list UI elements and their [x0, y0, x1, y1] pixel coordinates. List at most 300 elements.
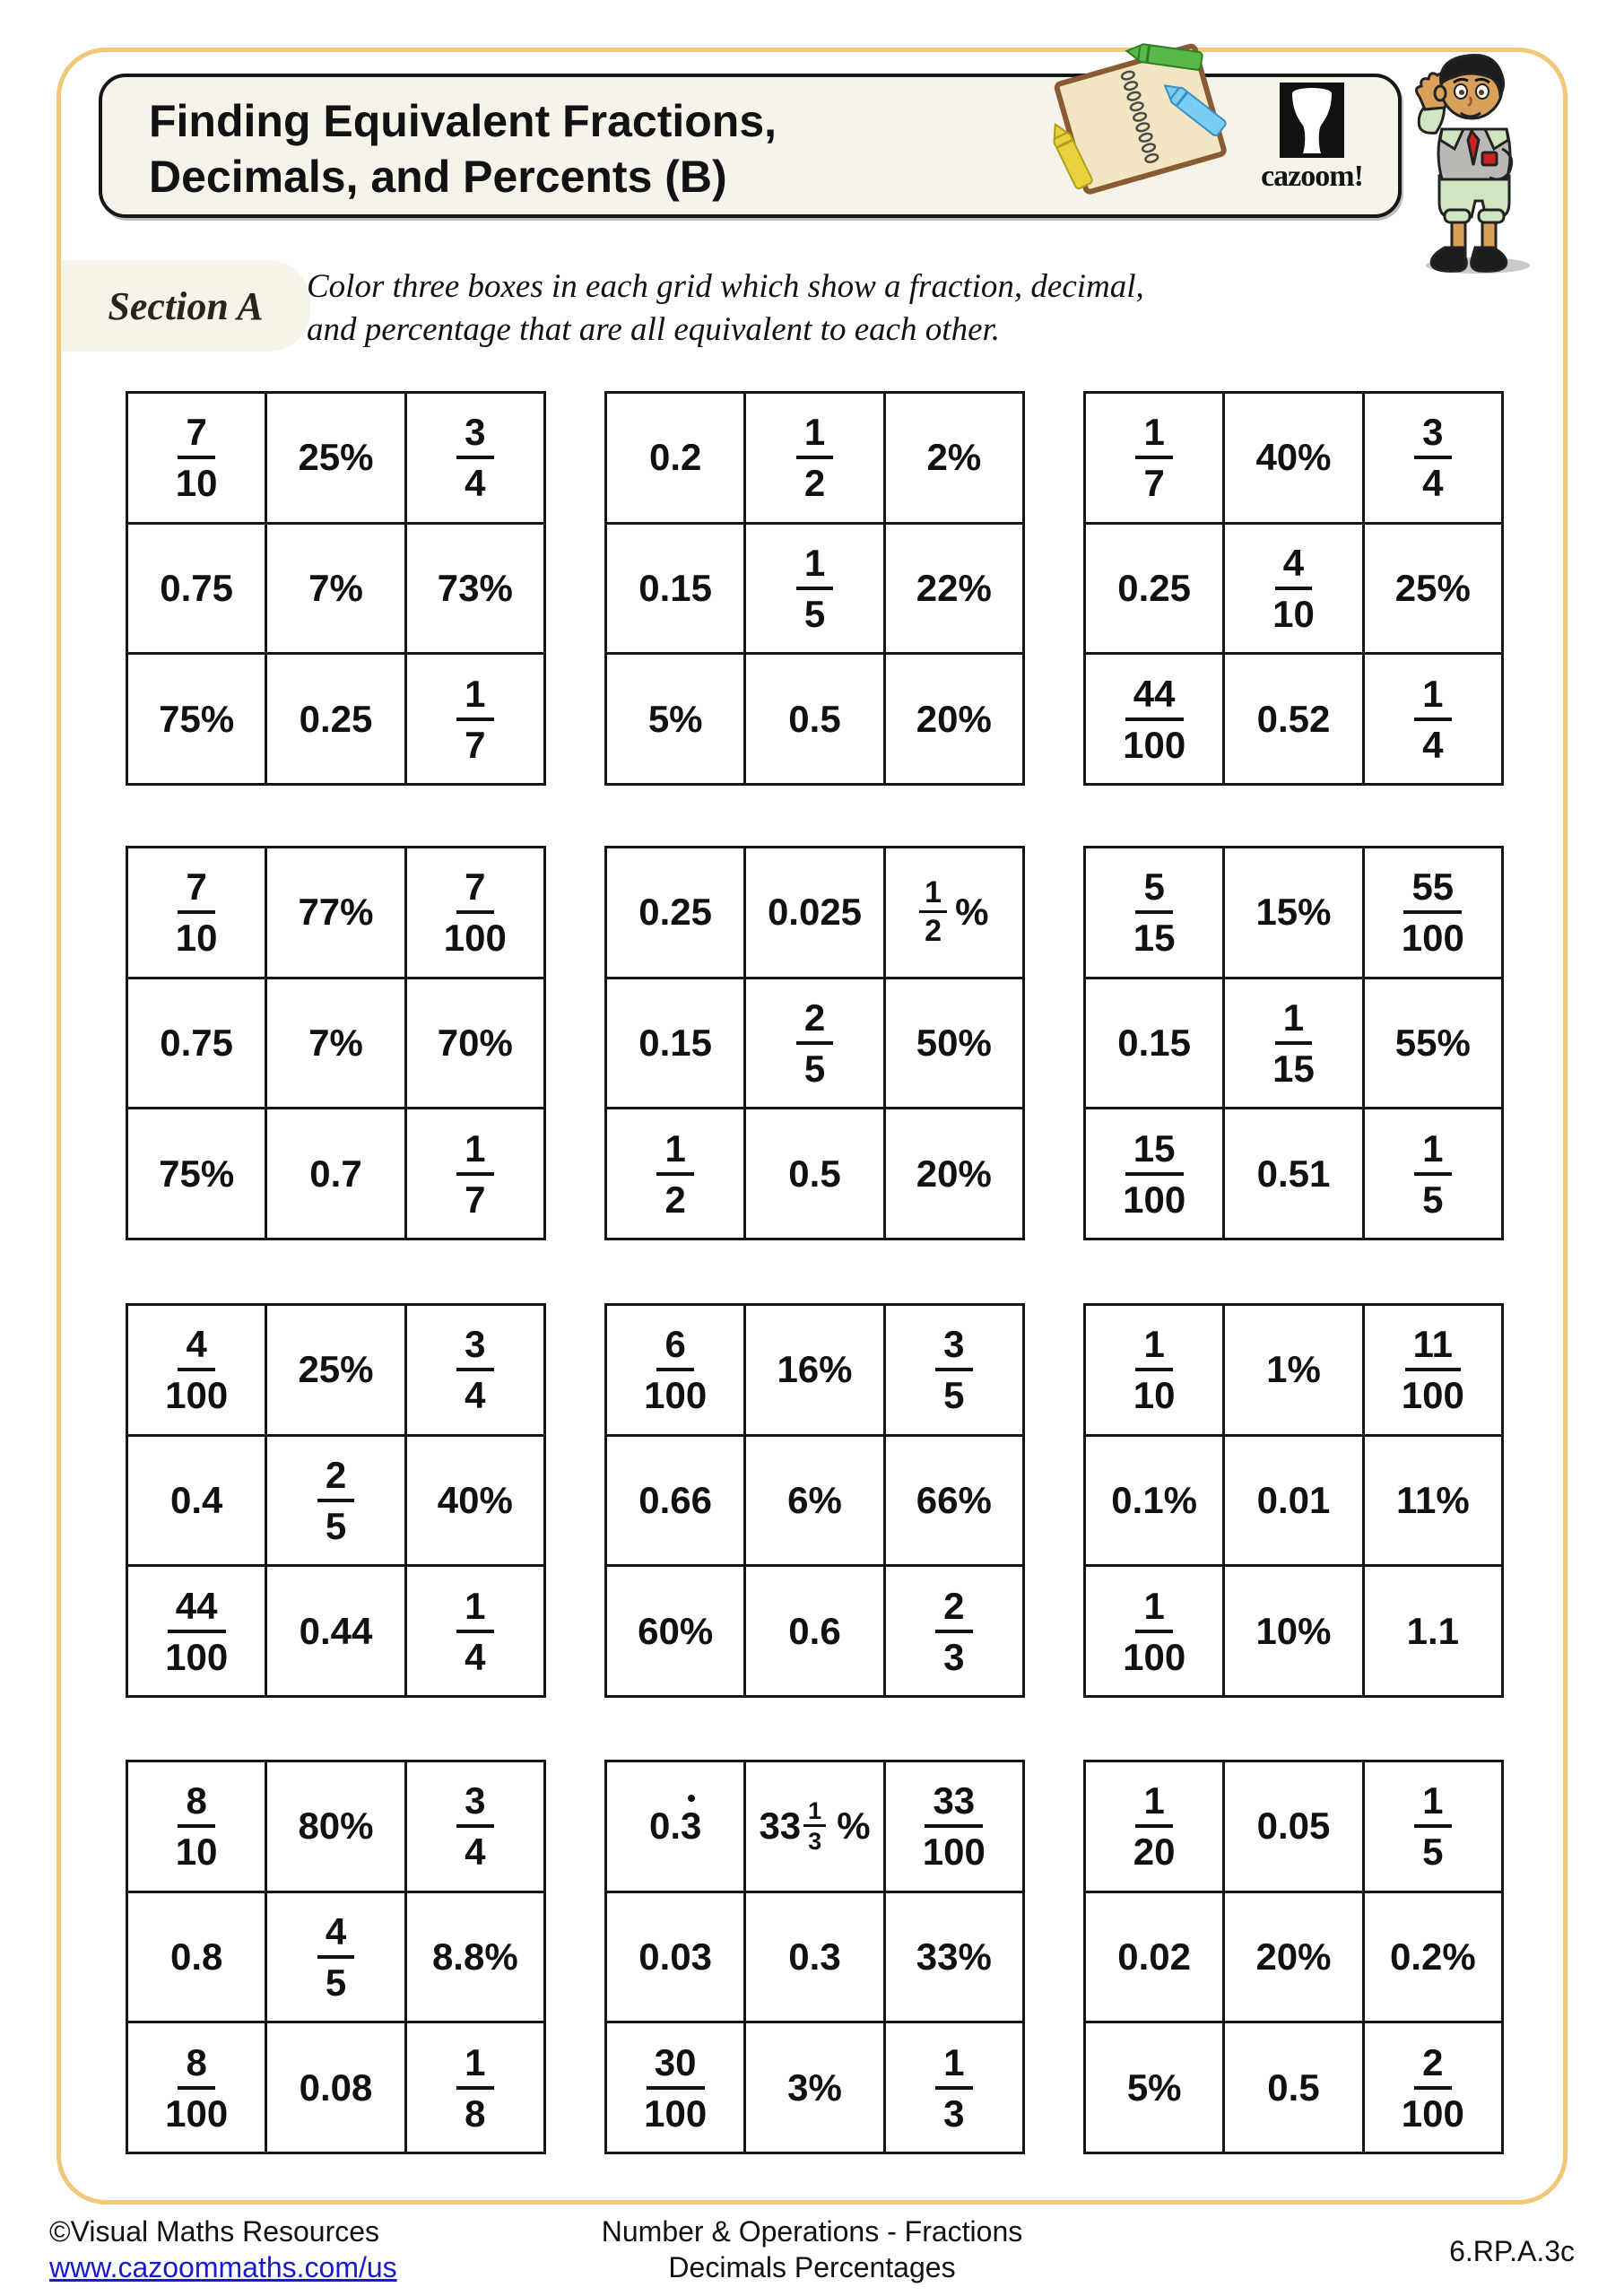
- fraction-numerator: 2: [935, 1585, 972, 1633]
- cell-value: 22%: [916, 566, 992, 609]
- equivalence-grid-11: [604, 1760, 1025, 2154]
- fraction-value: [1135, 411, 1172, 504]
- fraction-numerator: 7: [456, 865, 493, 914]
- equivalence-grid-2: [604, 391, 1025, 786]
- fraction-denominator: 100: [165, 1635, 229, 1678]
- cell-value: 0.2: [648, 436, 702, 479]
- fraction-numerator: 1: [1135, 1323, 1172, 1371]
- grid-12-cell-1[interactable]: [1086, 1762, 1222, 1891]
- cell-value: 8.8%: [431, 1935, 518, 1978]
- cell-value: 0.2%: [1389, 1935, 1476, 1978]
- grid-10-cell-2[interactable]: [267, 1762, 404, 1891]
- cell-value: 0.8: [169, 1935, 223, 1978]
- cell-value: 75%: [159, 697, 235, 740]
- fraction-numerator: 1: [803, 1799, 826, 1827]
- grid-8-cell-5[interactable]: [746, 1437, 882, 1565]
- grid-6-cell-5[interactable]: [1225, 979, 1361, 1108]
- fraction-value: [1414, 1779, 1451, 1873]
- fraction-numerator: 5: [1135, 865, 1172, 914]
- grid-11-cell-4[interactable]: [607, 1893, 743, 2022]
- fraction-denominator: 100: [644, 1374, 708, 1417]
- footer-topic-line2: Decimals Percentages: [668, 2251, 956, 2283]
- fraction-numerator: 1: [456, 1127, 493, 1176]
- fraction-value: [1402, 2041, 1464, 2135]
- grid-5-cell-9[interactable]: [886, 1109, 1022, 1238]
- fraction-value: [456, 1779, 493, 1873]
- mixed-whole: 33: [759, 1805, 802, 1848]
- grid-12-cell-4[interactable]: [1086, 1893, 1222, 2022]
- fraction-value: [644, 2041, 707, 2135]
- fraction-value: [935, 2041, 972, 2135]
- fraction-value: [317, 1454, 354, 1547]
- cell-value: 5%: [647, 697, 703, 740]
- fraction-value: [935, 1585, 972, 1678]
- grid-2-cell-3[interactable]: [886, 394, 1022, 522]
- cell-value: 0.44: [299, 1609, 373, 1652]
- grid-10-cell-6[interactable]: [407, 1893, 543, 2022]
- cell-value: 66%: [916, 1478, 992, 1521]
- fraction-numerator: 33: [925, 1779, 983, 1828]
- grid-6-cell-9[interactable]: [1365, 1109, 1501, 1238]
- fraction-denominator: 20: [1133, 1831, 1176, 1874]
- grid-7-cell-4[interactable]: [128, 1437, 265, 1565]
- grid-10-cell-9[interactable]: [407, 2023, 543, 2152]
- grid-4-cell-9[interactable]: [407, 1109, 543, 1238]
- fraction-value: [1272, 542, 1315, 635]
- fraction-value: [796, 996, 833, 1090]
- cazoommaths-link[interactable]: www.cazoommaths.com/us: [49, 2251, 397, 2283]
- cell-value: 80%: [298, 1805, 374, 1848]
- grid-3-cell-3[interactable]: [1365, 394, 1501, 522]
- grid-4-cell-1[interactable]: [128, 848, 265, 977]
- fraction-numerator: 44: [168, 1585, 226, 1633]
- grid-12-cell-8[interactable]: [1225, 2023, 1361, 2152]
- grid-9-cell-1[interactable]: [1086, 1306, 1222, 1434]
- fraction-value: [1133, 1779, 1176, 1873]
- grid-9-cell-3[interactable]: [1365, 1306, 1501, 1434]
- cell-value: 0.5: [788, 697, 841, 740]
- fraction-numerator: 1: [796, 542, 833, 590]
- fraction-numerator: 2: [796, 996, 833, 1045]
- grid-6-cell-8[interactable]: [1225, 1109, 1361, 1238]
- grid-2-cell-6[interactable]: [886, 525, 1022, 653]
- fraction-denominator: 5: [1422, 1831, 1444, 1874]
- fraction-denominator: 5: [325, 1504, 347, 1547]
- grid-5-cell-6[interactable]: [886, 979, 1022, 1108]
- grid-7-cell-5[interactable]: [267, 1437, 404, 1565]
- fraction-denominator: 10: [175, 1831, 218, 1874]
- grid-3-cell-7[interactable]: [1086, 655, 1222, 783]
- fraction-numerator: 44: [1125, 673, 1184, 721]
- grid-11-cell-9[interactable]: [886, 2023, 1022, 2152]
- grid-11-cell-6[interactable]: [886, 1893, 1022, 2022]
- grid-11-cell-7[interactable]: [607, 2023, 743, 2152]
- grid-12-cell-7[interactable]: [1086, 2023, 1222, 2152]
- cell-value: 0.52: [1256, 697, 1331, 740]
- fraction-value: [165, 1585, 228, 1678]
- grid-8-cell-8[interactable]: [746, 1567, 882, 1695]
- grid-2-cell-2[interactable]: [746, 394, 882, 522]
- fraction-numerator: 3: [935, 1323, 972, 1371]
- grid-8-cell-2[interactable]: [746, 1306, 882, 1434]
- cell-value: 70%: [437, 1021, 513, 1064]
- fraction-denominator: 100: [165, 1374, 229, 1417]
- fraction-numerator: 7: [178, 865, 214, 914]
- cell-value: 77%: [298, 891, 374, 934]
- fraction-value: [1414, 673, 1451, 766]
- grid-2-cell-9[interactable]: [886, 655, 1022, 783]
- grid-6-cell-6[interactable]: [1365, 979, 1501, 1108]
- grid-9-cell-5[interactable]: [1225, 1437, 1361, 1565]
- fraction-numerator: 30: [647, 2041, 705, 2090]
- grid-9-cell-9[interactable]: [1365, 1567, 1501, 1695]
- fraction-value: [1402, 865, 1464, 959]
- cell-value: 11%: [1395, 1478, 1470, 1521]
- cell-value: 0.02: [1117, 1935, 1192, 1978]
- grid-3-cell-5[interactable]: [1225, 525, 1361, 653]
- grid-5-cell-4[interactable]: [607, 979, 743, 1108]
- grid-7-cell-9[interactable]: [407, 1567, 543, 1695]
- fraction-numerator: 1: [456, 2041, 493, 2090]
- cell-value: 20%: [916, 697, 992, 740]
- equivalence-grid-1: [126, 391, 546, 786]
- page-title-line1: Finding Equivalent Fractions,: [149, 96, 777, 146]
- grid-11-cell-2[interactable]: [746, 1762, 882, 1891]
- fraction-denominator: 5: [1422, 1178, 1444, 1221]
- fraction-denominator: 7: [1143, 462, 1165, 505]
- grid-4-cell-5[interactable]: [267, 979, 404, 1108]
- fraction-denominator: 10: [1272, 592, 1315, 635]
- grid-2-cell-7[interactable]: [607, 655, 743, 783]
- cell-value: 15%: [1255, 891, 1332, 934]
- grid-5-cell-2[interactable]: [746, 848, 882, 977]
- fraction-denominator: 3: [943, 2092, 965, 2135]
- grid-2-cell-4[interactable]: [607, 525, 743, 653]
- fraction-value: [176, 1779, 218, 1873]
- equivalence-grid-4: [126, 846, 546, 1240]
- fraction-denominator: 4: [465, 1831, 486, 1874]
- grid-3-cell-2[interactable]: [1225, 394, 1361, 522]
- cell-value: 2%: [926, 436, 982, 479]
- fraction-numerator: 8: [178, 2041, 214, 2090]
- fraction-value: [444, 865, 507, 959]
- grid-6-cell-7[interactable]: [1086, 1109, 1222, 1238]
- fraction-value: [456, 411, 493, 504]
- cell-value: 0.15: [638, 1021, 713, 1064]
- cell-value: 25%: [298, 1348, 374, 1391]
- grid-6-cell-4[interactable]: [1086, 979, 1222, 1108]
- grid-4-cell-4[interactable]: [128, 979, 265, 1108]
- equivalence-grid-8: [604, 1303, 1025, 1698]
- fraction-denominator: 100: [443, 917, 507, 960]
- fraction-denominator: 10: [1133, 1374, 1176, 1417]
- fraction-denominator: 15: [1272, 1047, 1315, 1090]
- cell-value: 50%: [916, 1021, 992, 1064]
- grid-11-cell-8[interactable]: [746, 2023, 882, 2152]
- grid-10-cell-3[interactable]: [407, 1762, 543, 1891]
- grid-4-cell-7[interactable]: [128, 1109, 265, 1238]
- grid-1-cell-5[interactable]: [267, 525, 404, 653]
- equivalence-grid-3: [1083, 391, 1504, 786]
- fraction-denominator: 100: [644, 2092, 708, 2135]
- grid-4-cell-2[interactable]: [267, 848, 404, 977]
- equivalence-grid-9: [1083, 1303, 1504, 1698]
- fraction-value: [165, 1323, 228, 1416]
- fraction-numerator: 55: [1403, 865, 1462, 914]
- fraction-denominator: 8: [465, 2092, 486, 2135]
- grid-2-cell-1[interactable]: [607, 394, 743, 522]
- cell-value: 0.66: [638, 1478, 713, 1521]
- cell-value: 40%: [437, 1478, 513, 1521]
- grid-5-cell-7[interactable]: [607, 1109, 743, 1238]
- grid-9-cell-7[interactable]: [1086, 1567, 1222, 1695]
- fraction-value: [1414, 1127, 1451, 1221]
- cell-value: 16%: [777, 1348, 853, 1391]
- fraction-denominator: 4: [465, 1635, 486, 1678]
- fraction-value: [1133, 1323, 1176, 1416]
- cell-value: 73%: [437, 566, 513, 609]
- cell-value: 5%: [1126, 2066, 1182, 2109]
- equivalence-grid-6: [1083, 846, 1504, 1240]
- grid-5-cell-8[interactable]: [746, 1109, 882, 1238]
- fraction-numerator: 4: [1275, 542, 1312, 590]
- cell-value: 0.25: [1117, 566, 1192, 609]
- grid-12-cell-6[interactable]: [1365, 1893, 1501, 2022]
- fraction-numerator: 1: [1135, 411, 1172, 459]
- fraction-value: [796, 542, 833, 635]
- cell-value: 3%: [787, 2066, 842, 2109]
- fraction-value: [919, 874, 947, 949]
- fraction-numerator: 1: [1414, 1127, 1451, 1176]
- fraction-numerator: 1: [1414, 673, 1451, 721]
- fraction-denominator: 100: [1401, 917, 1464, 960]
- cell-value: 7%: [308, 566, 363, 609]
- fraction-value: [317, 1910, 354, 2004]
- percent-suffix: %: [837, 1805, 871, 1848]
- grid-1-cell-8[interactable]: [267, 655, 404, 783]
- cell-value: 20%: [916, 1152, 992, 1195]
- cell-value: 0.25: [638, 891, 713, 934]
- cell-value: 0.01: [1256, 1478, 1331, 1521]
- cell-value: 60%: [638, 1609, 714, 1652]
- grid-1-cell-6[interactable]: [407, 525, 543, 653]
- instruction-line1: Color three boxes in each grid which show a fraction, decimal,: [307, 268, 1144, 305]
- fraction-value: [796, 411, 833, 504]
- grid-8-cell-3[interactable]: [886, 1306, 1022, 1434]
- grid-11-cell-1[interactable]: [607, 1762, 743, 1891]
- cell-value: 0.3: [788, 1935, 841, 1978]
- fraction-denominator: 2: [664, 1178, 686, 1221]
- fraction-value: [803, 1796, 826, 1855]
- grid-3-cell-1[interactable]: [1086, 394, 1222, 522]
- fraction-denominator: 4: [465, 1374, 486, 1417]
- fraction-numerator: 1: [796, 411, 833, 459]
- grid-11-cell-5[interactable]: [746, 1893, 882, 2022]
- grid-1-cell-9[interactable]: [407, 655, 543, 783]
- grid-2-cell-5[interactable]: [746, 525, 882, 653]
- fraction-numerator: 2: [317, 1454, 354, 1502]
- cell-value: 1%: [1266, 1348, 1321, 1391]
- grid-8-cell-4[interactable]: [607, 1437, 743, 1565]
- fraction-denominator: 100: [922, 1831, 986, 1874]
- fraction-denominator: 5: [803, 592, 826, 635]
- fraction-numerator: 15: [1125, 1127, 1184, 1176]
- cell-value: 0.5: [1267, 2066, 1320, 2109]
- grid-1-cell-2[interactable]: [267, 394, 404, 522]
- fraction-denominator: 2: [925, 914, 942, 949]
- grid-9-cell-2[interactable]: [1225, 1306, 1361, 1434]
- cell-value: 20%: [1255, 1935, 1332, 1978]
- grid-7-cell-6[interactable]: [407, 1437, 543, 1565]
- fraction-denominator: 4: [465, 462, 486, 505]
- cell-value: 0.15: [1117, 1021, 1192, 1064]
- cell-value: 0.7: [309, 1152, 362, 1195]
- fraction-numerator: 2: [1414, 2041, 1451, 2090]
- grid-8-cell-9[interactable]: [886, 1567, 1022, 1695]
- grid-6-cell-1[interactable]: [1086, 848, 1222, 977]
- cell-value: 33%: [916, 1935, 992, 1978]
- footer-center: [602, 2213, 1023, 2285]
- cell-value: 25%: [298, 436, 374, 479]
- grid-5-cell-5[interactable]: [746, 979, 882, 1108]
- equivalence-grid-5: [604, 846, 1025, 1240]
- grid-10-cell-1[interactable]: [128, 1762, 265, 1891]
- grid-10-cell-8[interactable]: [267, 2023, 404, 2152]
- fraction-value: [176, 865, 218, 959]
- cell-value: 0.15: [638, 566, 713, 609]
- cell-value: 25%: [1394, 566, 1471, 609]
- fraction-denominator: 2: [803, 462, 826, 505]
- fraction-denominator: 10: [175, 917, 218, 960]
- student-illustration: [1393, 41, 1545, 279]
- grid-4-cell-6[interactable]: [407, 979, 543, 1108]
- fraction-denominator: 100: [1401, 2092, 1464, 2135]
- grid-10-cell-5[interactable]: [267, 1893, 404, 2022]
- grid-10-cell-7[interactable]: [128, 2023, 265, 2152]
- grid-6-cell-2[interactable]: [1225, 848, 1361, 977]
- page-title-line2: Decimals, and Percents (B): [149, 152, 727, 202]
- fraction-numerator: 11: [1405, 1323, 1461, 1371]
- cell-value: 0.08: [299, 2066, 373, 2109]
- cell-value: 0.75: [160, 1021, 234, 1064]
- fraction-denominator: 7: [465, 723, 486, 766]
- grid-3-cell-8[interactable]: [1225, 655, 1361, 783]
- grid-1-cell-3[interactable]: [407, 394, 543, 522]
- cell-value: 0.6: [788, 1609, 841, 1652]
- grid-5-cell-1[interactable]: [607, 848, 743, 977]
- grid-3-cell-4[interactable]: [1086, 525, 1222, 653]
- fraction-denominator: 4: [1422, 462, 1444, 505]
- fraction-denominator: 3: [943, 1635, 965, 1678]
- fraction-numerator: 1: [456, 673, 493, 721]
- cell-value: 0.75: [160, 566, 234, 609]
- grid-1-cell-1[interactable]: [128, 394, 265, 522]
- fraction-numerator: 1: [919, 877, 947, 914]
- grid-9-cell-6[interactable]: [1365, 1437, 1501, 1565]
- cell-value: 6%: [787, 1478, 842, 1521]
- grid-4-cell-3[interactable]: [407, 848, 543, 977]
- grid-9-cell-8[interactable]: [1225, 1567, 1361, 1695]
- fraction-numerator: 1: [1135, 1779, 1172, 1828]
- grid-2-cell-8[interactable]: [746, 655, 882, 783]
- fraction-numerator: 7: [178, 411, 214, 459]
- grid-12-cell-5[interactable]: [1225, 1893, 1361, 2022]
- cazoom-logo-text: cazoom!: [1261, 160, 1363, 193]
- grid-9-cell-4[interactable]: [1086, 1437, 1222, 1565]
- grid-1-cell-4[interactable]: [128, 525, 265, 653]
- fraction-denominator: 100: [1123, 1178, 1186, 1221]
- footer-topic-line1: Number & Operations - Fractions: [601, 2215, 1023, 2248]
- fraction-value: [923, 1779, 986, 1873]
- fraction-numerator: 1: [1275, 996, 1312, 1045]
- fraction-value: [935, 1323, 972, 1416]
- grid-7-cell-2[interactable]: [267, 1306, 404, 1434]
- cell-value: 40%: [1255, 436, 1332, 479]
- grid-7-cell-8[interactable]: [267, 1567, 404, 1695]
- grid-1-cell-7[interactable]: [128, 655, 265, 783]
- grid-5-cell-3[interactable]: [886, 848, 1022, 977]
- cell-value: 0.025: [767, 891, 863, 934]
- grid-11-cell-3[interactable]: [886, 1762, 1022, 1891]
- grid-10-cell-4[interactable]: [128, 1893, 265, 2022]
- grid-8-cell-7[interactable]: [607, 1567, 743, 1695]
- fraction-numerator: 4: [178, 1323, 214, 1371]
- fraction-value: [165, 2041, 228, 2135]
- grid-3-cell-6[interactable]: [1365, 525, 1501, 653]
- fraction-numerator: 1: [1414, 1779, 1451, 1828]
- grid-7-cell-1[interactable]: [128, 1306, 265, 1434]
- fraction-denominator: 5: [803, 1047, 826, 1090]
- grid-7-cell-7[interactable]: [128, 1567, 265, 1695]
- section-a-label: Section A: [61, 260, 310, 352]
- fraction-numerator: 1: [1135, 1585, 1172, 1633]
- cell-value: 0.25: [299, 697, 373, 740]
- fraction-value: [456, 1585, 493, 1678]
- fraction-denominator: 5: [943, 1374, 965, 1417]
- fraction-value: [456, 673, 493, 766]
- cell-value: 55%: [1394, 1021, 1471, 1064]
- grid-12-cell-3[interactable]: [1365, 1762, 1501, 1891]
- grid-3-cell-9[interactable]: [1365, 655, 1501, 783]
- cell-value: 10%: [1255, 1609, 1332, 1652]
- fraction-numerator: 3: [456, 411, 493, 459]
- grid-7-cell-3[interactable]: [407, 1306, 543, 1434]
- cell-value: 0.4: [169, 1478, 223, 1521]
- grid-12-cell-9[interactable]: [1365, 2023, 1501, 2152]
- standard-code: 6.RP.A.3c: [1449, 2235, 1575, 2267]
- grid-8-cell-1[interactable]: [607, 1306, 743, 1434]
- fraction-numerator: 1: [456, 1585, 493, 1633]
- fraction-denominator: 4: [1422, 723, 1444, 766]
- fraction-value: [176, 411, 218, 504]
- fraction-value: [1414, 411, 1451, 504]
- fraction-value: [1272, 996, 1315, 1090]
- equivalence-grid-7: [126, 1303, 546, 1698]
- fraction-denominator: 15: [1133, 917, 1176, 960]
- grid-8-cell-6[interactable]: [886, 1437, 1022, 1565]
- grid-6-cell-3[interactable]: [1365, 848, 1501, 977]
- fraction-denominator: 100: [165, 2092, 229, 2135]
- fraction-numerator: 3: [456, 1779, 493, 1828]
- fraction-numerator: 1: [656, 1127, 693, 1176]
- cell-value: 0.1%: [1111, 1478, 1198, 1521]
- fraction-numerator: 3: [1414, 411, 1451, 459]
- fraction-value: [456, 2041, 493, 2135]
- grid-4-cell-8[interactable]: [267, 1109, 404, 1238]
- fraction-value: [1123, 1127, 1185, 1221]
- fraction-denominator: 3: [808, 1827, 822, 1855]
- grid-12-cell-2[interactable]: [1225, 1762, 1361, 1891]
